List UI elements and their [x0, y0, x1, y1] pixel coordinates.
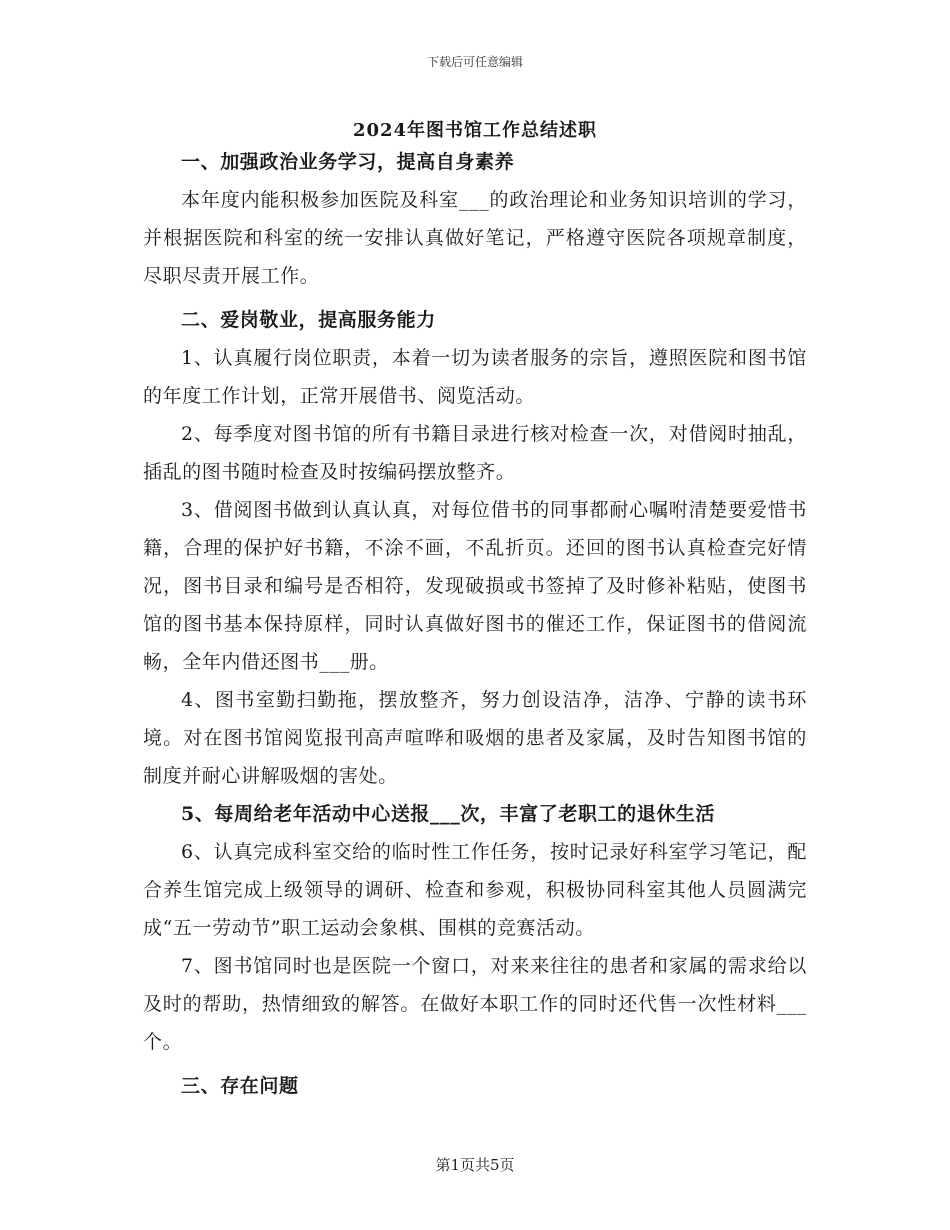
- paragraph: 2、每季度对图书馆的所有书籍目录进行核对检查一次，对借阅时抽乱，插乱的图书随时检查及时按编码摆放整齐。: [143, 423, 807, 483]
- paragraph: 6、认真完成科室交给的临时性工作任务，按时记录好科室学习笔记，配合养生馆完成上级领导的调研、检查和参观，积极协同科室其他人员圆满完成“五一劳动节”职工运动会象棋、围棋的竞赛活动。: [143, 841, 807, 939]
- document-title: 2024年图书馆工作总结述职: [352, 120, 598, 141]
- paragraph: 7、图书馆同时也是医院一个窗口，对来来往往的患者和家属的需求给以及时的帮助，热情细致的解答。在做好本职工作的同时还代售一次性材料___个。: [143, 955, 807, 1053]
- paragraph: 本年度内能积极参加医院及科室___的政治理论和业务知识培训的学习，并根据医院和科室的统一安排认真做好笔记，严格遵守医院各项规章制度，尽职尽责开展工作。: [143, 189, 807, 287]
- paragraph: 4、图书室勤扫勤拖，摆放整齐，努力创设洁净，洁净、宁静的读书环境。对在图书馆阅览报刊高声喧哗和吸烟的患者及家属，及时告知图书馆的制度并耐心讲解吸烟的害处。: [143, 689, 807, 787]
- paragraph: 1、认真履行岗位职责，本着一切为读者服务的宗旨，遵照医院和图书馆的年度工作计划，正常开展借书、阅览活动。: [143, 347, 807, 407]
- section-heading-1: 一、加强政治业务学习，提高自身素养: [181, 151, 515, 173]
- section-heading-3: 三、存在问题: [181, 1075, 299, 1097]
- paragraph: 3、借阅图书做到认真认真，对每位借书的同事都耐心嘱咐清楚要爱惜书籍，合理的保护好书籍，不涂不画，不乱折页。还回的图书认真检查完好情况，图书目录和编号是否相符，发现破损或书签掉了及时修补粘贴，使图书馆的图书基本保持原样，同时认真做好图书的催还工作，保证图书的借阅流畅，全年内借还图书___册。: [143, 499, 807, 673]
- page-number-footer: 第1页共5页: [435, 1156, 515, 1174]
- bold-list-item: 5、每周给老年活动中心送报___次，丰富了老职工的退休生活: [181, 803, 716, 825]
- section-heading-2: 二、爱岗敬业，提高服务能力: [181, 309, 436, 331]
- page-header-note: 下载后可任意编辑: [426, 55, 523, 69]
- document-body: [143, 143, 807, 1105]
